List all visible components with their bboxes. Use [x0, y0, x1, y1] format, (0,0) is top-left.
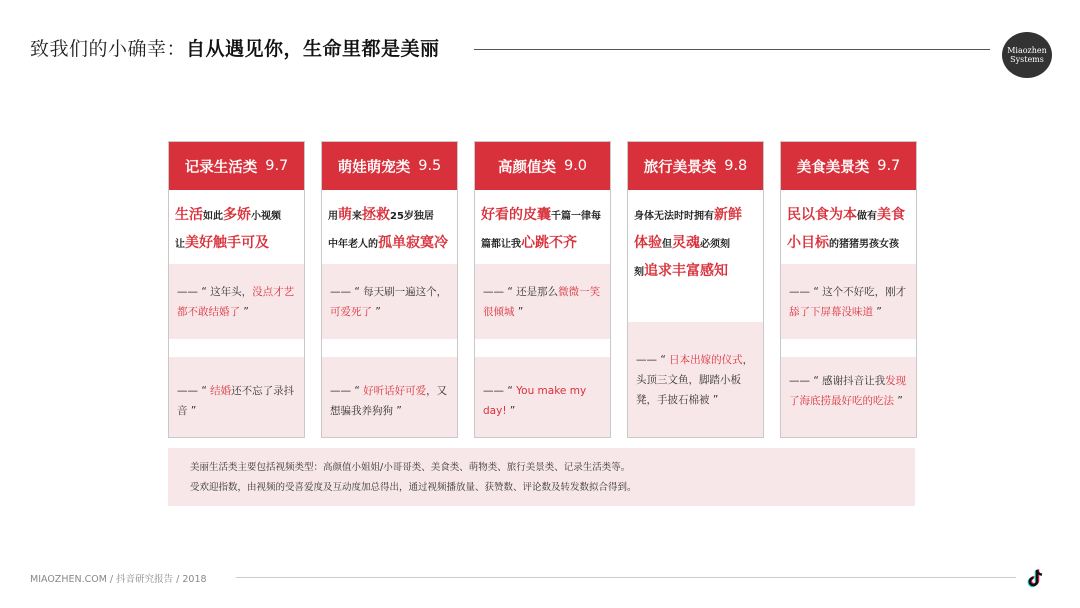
- category-score: 9.7: [265, 158, 289, 174]
- text-run: —— “ 每天刷一遍这个，: [330, 286, 448, 298]
- text-run: ，头顶三文鱼，脚踏小板凳，手披石棉被 ”: [636, 354, 754, 406]
- category-name: 美食美景类: [796, 159, 870, 176]
- footer-source: MIAOZHEN.COM / 抖音研究报告 / 2018: [30, 574, 207, 585]
- footnote-box: [168, 448, 915, 506]
- highlight-text: 美食: [877, 207, 905, 223]
- page-title: [30, 34, 440, 61]
- category-score: 9.7: [877, 158, 901, 174]
- text-run: 的猪猪男孩女孩: [829, 239, 899, 250]
- highlight-text: 民以食为本: [787, 207, 857, 223]
- highlight-text: 灵魂: [672, 235, 700, 251]
- text-run: ”: [240, 306, 249, 318]
- category-score: 9.5: [418, 158, 442, 174]
- highlight-text: 好看的皮囊: [481, 207, 551, 223]
- text-run: 还不忘了录抖音 ”: [177, 385, 295, 417]
- text-run: ”: [372, 306, 381, 318]
- title-lead: 致我们的小确幸：: [30, 38, 187, 60]
- highlight-text: 追求丰富感知: [644, 263, 728, 279]
- footnote-line: 受欢迎指数，由视频的受喜爱度及互动度加总得出，通过视频播放量、获赞数、评论数及转发数拟合得到。: [190, 482, 637, 493]
- card-header: [628, 142, 763, 190]
- category-score: 9.0: [563, 158, 588, 174]
- tiktok-icon: [1023, 567, 1047, 591]
- category-name: 高颜值类: [497, 159, 556, 176]
- text-run: 做有: [857, 211, 877, 222]
- text-run: 让: [175, 239, 185, 250]
- user-quote: [475, 357, 610, 437]
- category-card: [168, 141, 305, 438]
- footnote-line: 美丽生活类主要包括视频类型：高颜值小姐姐/小哥哥类、美食类、萌物类、旅行美景类、记录生活类等。: [190, 462, 631, 473]
- text-run: 小视频: [251, 211, 281, 222]
- description-line: [481, 202, 604, 230]
- text-run: —— “: [330, 385, 364, 397]
- card-header: [322, 142, 457, 190]
- card-description: [781, 202, 916, 258]
- highlight-text: 新鲜: [714, 207, 742, 223]
- user-quote: [169, 357, 304, 437]
- category-name: 记录生活类: [184, 159, 258, 176]
- text-run: —— “: [177, 385, 211, 397]
- card-description: [475, 202, 610, 258]
- text-run: 篇都让我: [481, 239, 521, 250]
- description-line: [787, 202, 910, 230]
- description-line: [175, 230, 298, 258]
- miaozhen-logo: [1002, 32, 1052, 78]
- text-run: ，又想骗我养狗狗 ”: [330, 385, 448, 417]
- highlight-text: 体验: [634, 235, 662, 251]
- text-run: 身体无法时时拥有: [634, 211, 714, 222]
- highlight-text: 孤单寂寞冷: [378, 235, 448, 251]
- highlight-text: 结婚: [210, 385, 232, 397]
- text-run: 来: [352, 211, 362, 222]
- user-quote: [781, 357, 916, 437]
- text-run: —— “ 还是那么: [483, 286, 559, 298]
- card-header: [475, 142, 610, 190]
- highlight-text: 舔了下屏幕没味道: [789, 306, 873, 318]
- highlight-text: 萌: [338, 207, 352, 223]
- user-quote: [628, 322, 763, 437]
- card-header: [169, 142, 304, 190]
- text-run: —— “ 这个不好吃，刚才: [789, 286, 907, 298]
- description-line: [634, 202, 757, 230]
- description-line: [328, 202, 451, 230]
- text-run: 中年老人的: [328, 239, 378, 250]
- highlight-text: 好听话好可爱: [363, 385, 427, 397]
- description-line: [481, 230, 604, 258]
- user-quote: [781, 264, 916, 339]
- card-description: [628, 202, 763, 286]
- user-quote: [169, 264, 304, 339]
- category-card: [321, 141, 458, 438]
- highlight-text: 美好触手可及: [185, 235, 269, 251]
- card-description: [169, 202, 304, 258]
- text-run: —— “ 这年头，: [177, 286, 253, 298]
- text-run: 如此: [203, 211, 223, 222]
- description-line: [328, 230, 451, 258]
- text-run: 但: [662, 239, 672, 250]
- highlight-text: 可爱死了: [330, 306, 372, 318]
- highlight-text: 微微一笑很倾城: [483, 286, 601, 318]
- highlight-text: 发现了海底捞最好吃的吃法: [789, 375, 907, 407]
- user-quote: [475, 264, 610, 339]
- card-description: [322, 202, 457, 258]
- description-line: [634, 230, 757, 258]
- text-run: 25岁独居: [390, 211, 434, 222]
- category-card: [474, 141, 611, 438]
- card-header: [781, 142, 916, 190]
- text-run: ”: [506, 405, 516, 417]
- category-card: [627, 141, 764, 438]
- title-main: 自从遇见你，生命里都是美丽: [186, 38, 440, 60]
- text-run: 用: [328, 211, 338, 222]
- category-name: 萌娃萌宠类: [337, 159, 411, 176]
- user-quote: [322, 357, 457, 437]
- highlight-text: 拯救: [362, 207, 390, 223]
- footer-divider: [236, 577, 1016, 578]
- text-run: —— “: [636, 354, 670, 366]
- highlight-text: 没点才艺都不敢结婚了: [177, 286, 295, 318]
- text-run: 刻: [634, 267, 644, 278]
- text-run: 千篇一律每: [551, 211, 601, 222]
- highlight-text: You make my day!: [483, 385, 587, 417]
- highlight-text: 日本出嫁的仪式: [669, 354, 743, 366]
- description-line: [175, 202, 298, 230]
- highlight-text: 心跳不齐: [521, 235, 577, 251]
- logo-line-2: Systems: [1010, 55, 1044, 64]
- description-line: [787, 230, 910, 258]
- highlight-text: 多娇: [223, 207, 251, 223]
- text-run: 必须刻: [700, 239, 730, 250]
- text-run: ”: [514, 306, 524, 318]
- text-run: ”: [873, 306, 882, 318]
- title-divider: [474, 49, 990, 50]
- category-name: 旅行美景类: [643, 159, 717, 176]
- text-run: —— “ 感谢抖音让我: [789, 375, 886, 387]
- category-score: 9.8: [724, 158, 748, 174]
- text-run: —— “: [483, 385, 517, 397]
- user-quote: [322, 264, 457, 339]
- highlight-text: 生活: [175, 207, 203, 223]
- highlight-text: 小目标: [787, 235, 829, 251]
- text-run: ”: [894, 395, 903, 407]
- logo-line-1: Miaozhen: [1007, 46, 1047, 55]
- description-line: [634, 258, 757, 286]
- category-card: [780, 141, 917, 438]
